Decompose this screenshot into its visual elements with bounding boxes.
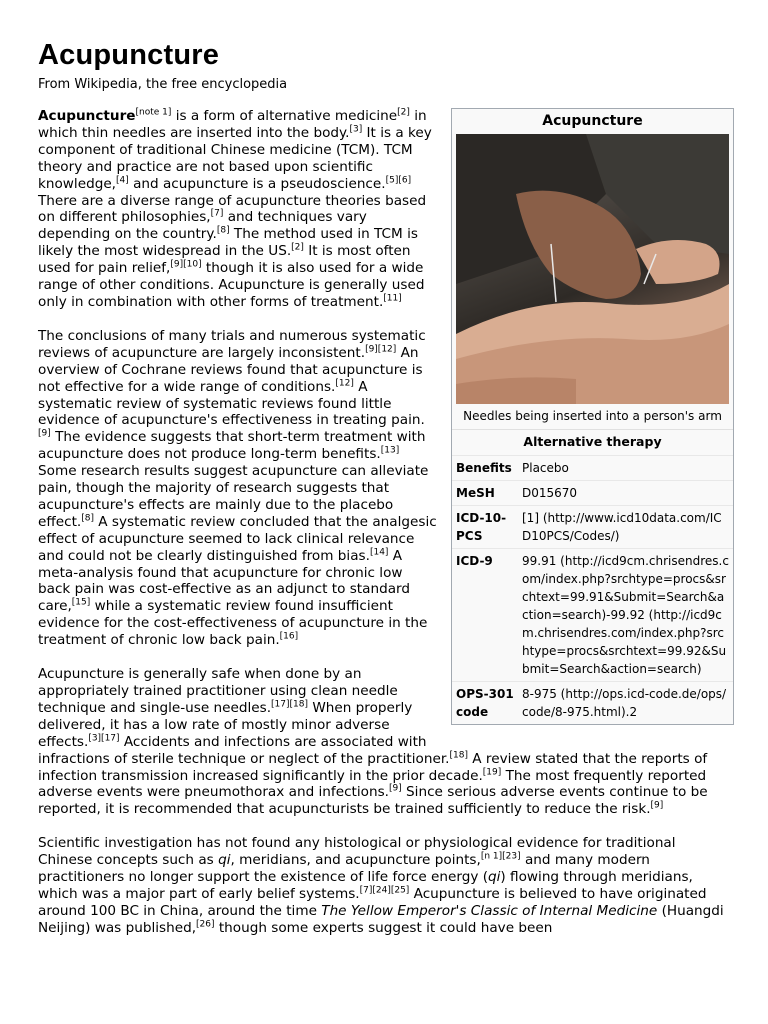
citation[interactable]: [2] [291, 242, 304, 253]
page-tagline: From Wikipedia, the free encyclopedia [38, 77, 288, 92]
citation[interactable]: [9] [650, 800, 664, 811]
text: It is most often used for pain relief, [38, 243, 411, 277]
citation[interactable]: [17][18] [271, 699, 308, 710]
citation[interactable]: [3] [349, 124, 363, 135]
text: Acupuncture is believed to have originated around 100 BC in China, around the time [38, 885, 707, 919]
infobox-row-mesh [452, 480, 733, 505]
text: A systematic review concluded that the analgesic effect of acupuncture seemed to lack clinical relevance and could not be clearly distinguished from bias. [38, 513, 437, 564]
text: Since serious adverse events continue to be reported, it is recommended that acupuncturists be trained sufficiently to reduce the risk. [38, 784, 708, 818]
text: and many modern practitioners no longer support the existence of life force energy ( [38, 852, 650, 886]
infobox-subheading: Alternative therapy [452, 429, 733, 455]
citation[interactable]: [11] [383, 293, 402, 304]
infobox-row-benefits [452, 455, 733, 480]
article [38, 38, 734, 954]
infobox-row-icd10pcs [452, 505, 733, 548]
text: A review stated that the reports of infection transmission increased significantly in the prior decade. [38, 750, 708, 784]
citation[interactable]: [4] [116, 175, 129, 186]
text: though some experts suggest it could have been [214, 919, 553, 936]
citation[interactable]: [9][12] [365, 344, 397, 355]
arm-needle-photo [456, 134, 729, 404]
citation[interactable]: [26] [196, 919, 215, 930]
text: and acupuncture is a pseudoscience. [128, 175, 386, 192]
infobox-value[interactable]: Placebo [522, 461, 569, 475]
lead-term: Acupuncture [38, 108, 136, 124]
citation[interactable]: [3][17] [88, 733, 120, 744]
book-title[interactable]: The Yellow Emperor's Classic of Internal Medicine [321, 902, 658, 919]
infobox-title: Acupuncture [542, 113, 643, 129]
citation[interactable]: [14] [369, 547, 389, 558]
infobox-key: ICD-9 [456, 554, 493, 568]
citation[interactable]: [8] [216, 225, 230, 236]
text: Scientific investigation has not found any histological or physiological evidence for traditional Chinese concepts such as [38, 835, 676, 869]
infobox-value[interactable]: D015670 [522, 486, 578, 500]
text: ) flowing through meridians, which was a major part of early belief systems. [38, 869, 693, 902]
text: (Huangdi Neijing) was published, [38, 902, 724, 936]
infobox-key: Benefits [456, 461, 512, 475]
text: A systematic review of systematic reviews found little evidence of acupuncture's effectiveness in treating pain. [38, 378, 425, 429]
text: in which thin needles are inserted into the body. [38, 108, 427, 141]
citation[interactable]: [15] [71, 597, 91, 608]
citation[interactable]: [16] [279, 631, 299, 642]
citation[interactable]: [13] [380, 445, 400, 456]
text: is a form of alternative medicine [171, 108, 398, 124]
infobox-value[interactable]: [1] (http://www.icd10data.com/ICD10PCS/Codes/) [522, 511, 722, 543]
infobox-value[interactable]: 99.91 (http://icd9cm.chrisendres.com/index.php?srchtype=procs&srchtext=99.91&Submit=Search&action=search)-99.92 (http://icd9cm.chrisendres.com/index.php?srchtype=procs&srchtext=99.92&Submit=Search&action=search) [522, 554, 729, 676]
citation[interactable]: [9] [38, 428, 51, 439]
citation[interactable]: [8] [81, 513, 94, 524]
citation[interactable]: [2] [397, 107, 410, 118]
citation[interactable]: [7][24][25] [359, 885, 410, 896]
infobox-image[interactable] [456, 134, 729, 404]
text: It is a key component of traditional Chinese medicine (TCM). TCM theory and practice are not based upon scientific knowledge, [38, 124, 432, 192]
text: though it is also used for a wide range of other conditions. Acupuncture is generally used only in combination with other forms of treatment. [38, 260, 425, 310]
text: An overview of Cochrane reviews found that acupuncture is not effective for a wide range of conditions. [38, 344, 423, 395]
infobox [451, 108, 734, 725]
infobox-key: ICD-10-PCS [456, 511, 507, 543]
infobox-caption: Needles being inserted into a person's arm [463, 409, 722, 423]
citation[interactable]: [n 1][23] [480, 851, 521, 862]
citation[interactable]: [5][6] [385, 175, 412, 186]
text: When properly delivered, it has a low rate of mostly minor adverse effects. [38, 699, 413, 750]
citation[interactable]: [18] [449, 750, 468, 761]
citation[interactable]: [7] [210, 208, 224, 219]
text: while a systematic review found insufficient evidence for the cost-effectiveness of acupuncture in the treatment of chronic low back pain. [38, 598, 428, 649]
text: Accidents and infections are associated with infractions of sterile technique or neglect of the practitioner. [38, 733, 450, 767]
text: The conclusions of many trials and numerous systematic reviews of acupuncture are largely inconsistent. [38, 327, 426, 361]
infobox-key: OPS-301 code [456, 687, 514, 719]
text: There are a diverse range of acupuncture theories based on different philosophies, [38, 192, 427, 226]
text: Acupuncture is generally safe when done by an appropriately trained practitioner using clean needle technique and single-use needles. [38, 666, 398, 716]
text: The evidence suggests that short-term treatment with acupuncture does not produce long-term benefits. [38, 429, 426, 463]
text: Some research results suggest acupuncture can alleviate pain, though the majority of research suggests that acupuncture's effects are mainly due to the placebo effect. [38, 463, 429, 530]
infobox-value[interactable]: 8-975 (http://ops.icd-code.de/ops/code/8-975.html).2 [522, 687, 727, 719]
text: The most frequently reported adverse events were pneumothorax and infections. [38, 767, 707, 801]
citation[interactable]: [note 1] [135, 107, 172, 118]
citation[interactable]: [9][10] [170, 259, 202, 270]
infobox-key: MeSH [456, 486, 495, 500]
text: , meridians, and acupuncture points, [230, 852, 481, 869]
infobox-row-icd9 [452, 548, 733, 681]
page-title: Acupuncture [38, 39, 220, 71]
infobox-row-ops301 [452, 681, 733, 724]
italic-term: qi [488, 869, 501, 886]
text: A meta-analysis found that acupuncture for chronic low back pain was cost-effective as an adjunct to standard care, [38, 547, 411, 615]
italic-term: qi [218, 852, 231, 869]
citation[interactable]: [19] [482, 767, 502, 777]
citation[interactable]: [9] [388, 783, 402, 794]
text: The method used in TCM is likely the most widespread in the US. [38, 226, 418, 260]
history-paragraph [38, 835, 734, 936]
text: and techniques vary depending on the country. [38, 209, 367, 243]
citation[interactable]: [12] [335, 378, 354, 389]
